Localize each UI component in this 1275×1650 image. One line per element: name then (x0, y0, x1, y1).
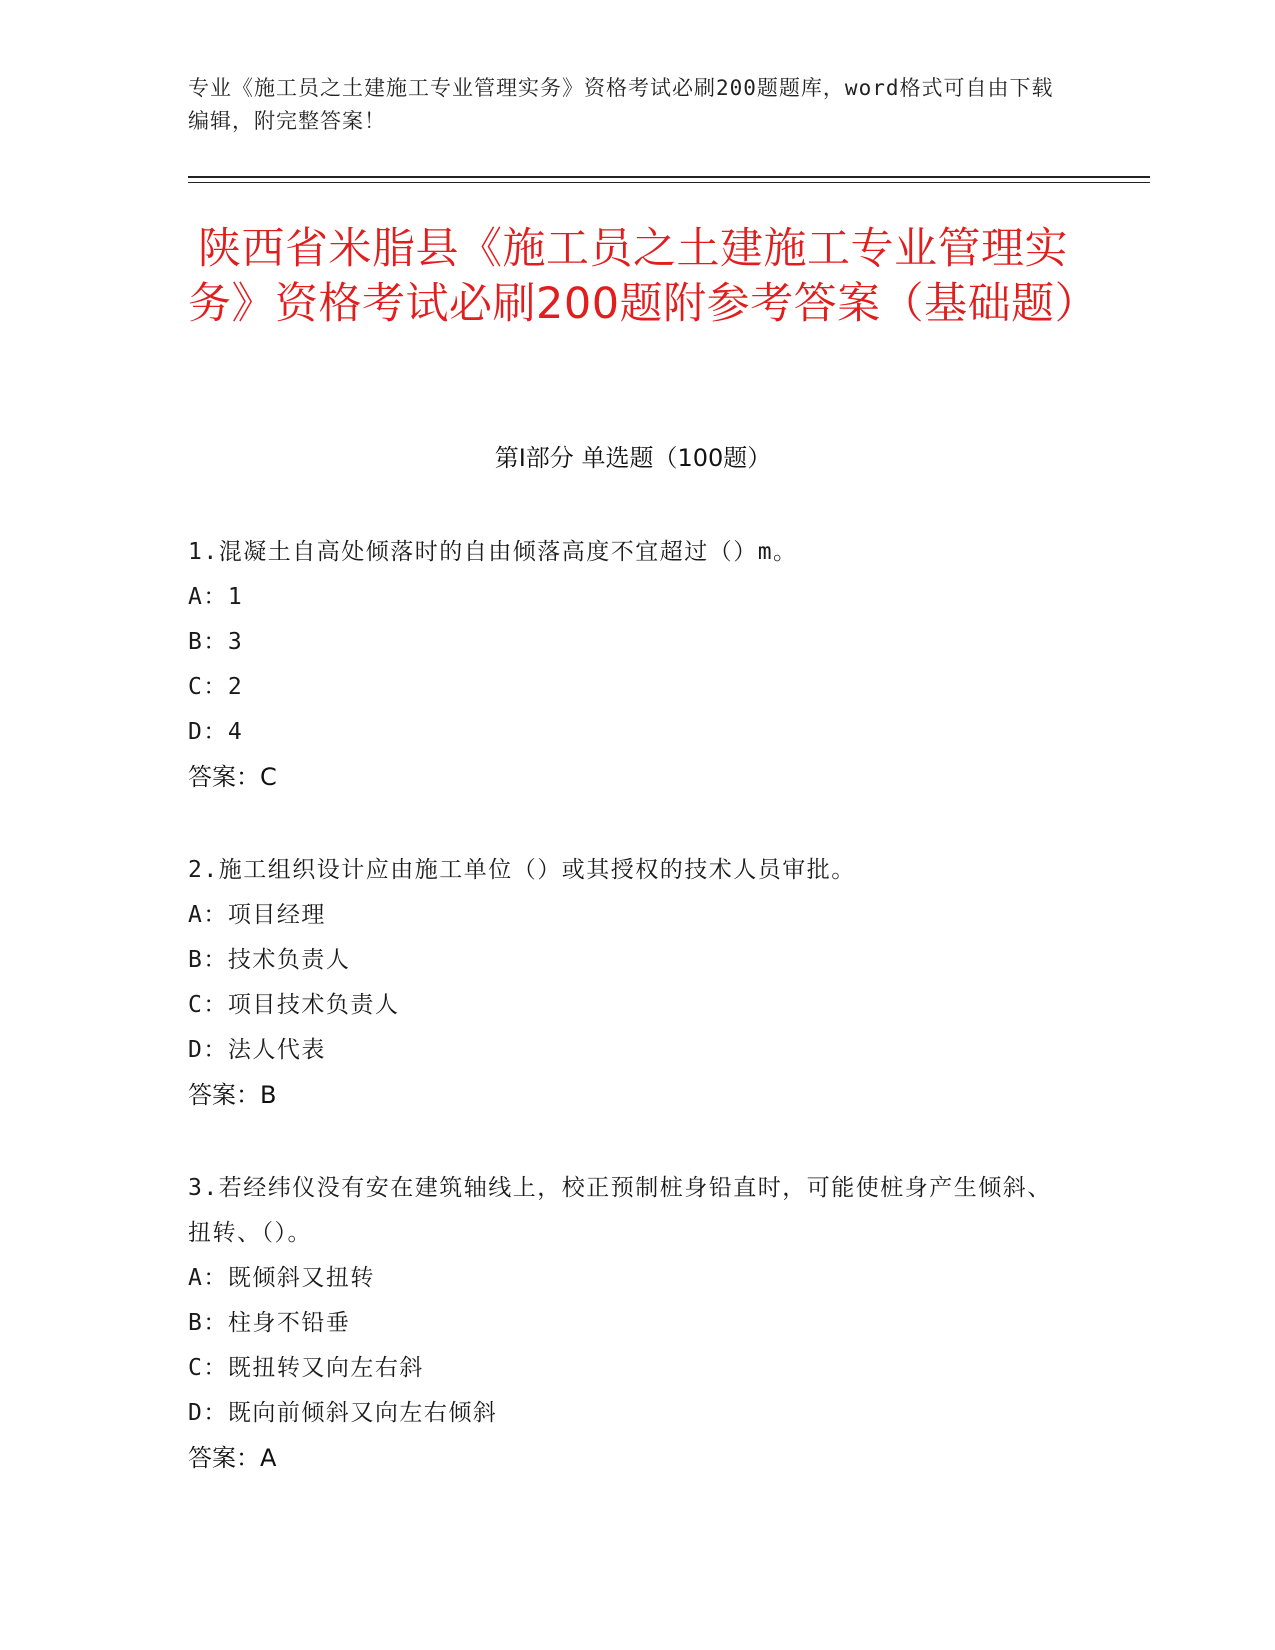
question-block (188, 530, 1068, 800)
option-a: A：既倾斜又扭转 (188, 1265, 375, 1291)
option-b: B：技术负责人 (188, 947, 351, 973)
option-a: A：1 (188, 584, 244, 610)
document-title: 陕西省米脂县《施工员之土建施工专业管理实务》资格考试必刷200题附参考答案（基础题） (188, 224, 1099, 329)
option-b: B：柱身不铅垂 (188, 1310, 351, 1336)
question-stem: 3.若经纬仪没有安在建筑轴线上，校正预制桩身铅直时，可能使桩身产生倾斜、扭转、（）。 (188, 1175, 1052, 1246)
header-divider-thick (188, 176, 1150, 178)
question-block (188, 1166, 1068, 1481)
option-c: C：2 (188, 674, 244, 700)
header-note: 专业《施工员之土建施工专业管理实务》资格考试必刷200题题库，word格式可自由下载编辑，附完整答案！ (188, 76, 1054, 133)
option-b: B：3 (188, 629, 244, 655)
option-c: C：既扭转又向左右斜 (188, 1355, 424, 1381)
question-stem: 2.施工组织设计应由施工单位（）或其授权的技术人员审批。 (188, 857, 856, 883)
question-block (188, 848, 1068, 1118)
answer-line: 答案：C (188, 763, 277, 791)
section-title: 第Ⅰ部分 单选题（100题） (494, 444, 772, 472)
answer-line: 答案：A (188, 1444, 277, 1472)
option-d: D：4 (188, 719, 244, 745)
option-a: A：项目经理 (188, 902, 326, 928)
option-d: D：法人代表 (188, 1037, 326, 1063)
header-divider-thin (188, 182, 1150, 183)
option-c: C：项目技术负责人 (188, 992, 400, 1018)
answer-line: 答案：B (188, 1081, 277, 1109)
question-stem: 1.混凝土自高处倾落时的自由倾落高度不宜超过（）m。 (188, 539, 798, 565)
option-d: D：既向前倾斜又向左右倾斜 (188, 1400, 498, 1426)
